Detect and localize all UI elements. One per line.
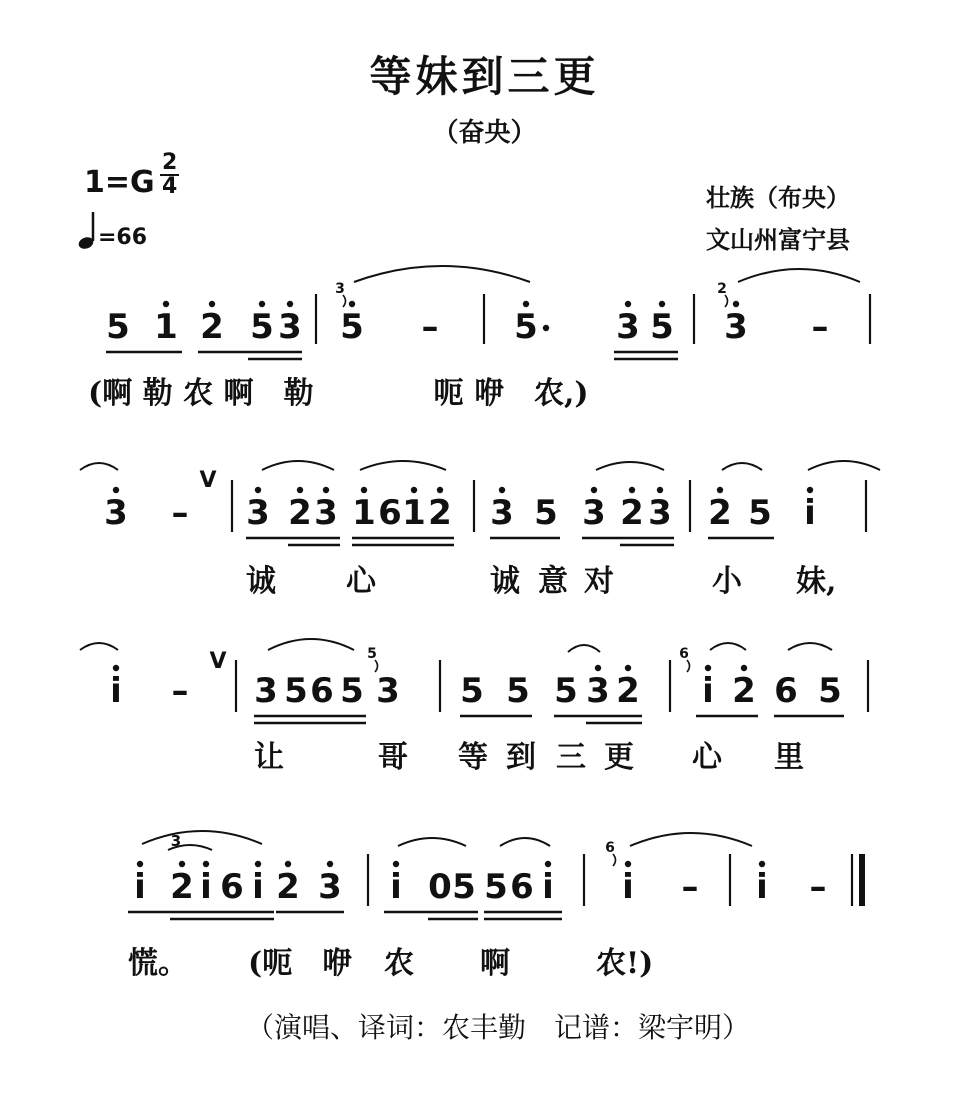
octave-dot (137, 861, 143, 867)
jianpu-note: 5 (340, 307, 364, 347)
lyric-syllable: 小 (712, 564, 742, 599)
jianpu-note: 2 (276, 867, 300, 907)
octave-dot (255, 487, 261, 493)
jianpu-note: 3 (376, 671, 400, 711)
slur (738, 269, 860, 282)
meter-top: 2 (162, 150, 178, 175)
octave-dot (523, 301, 529, 307)
octave-dot (741, 665, 747, 671)
octave-dot (629, 487, 635, 493)
jianpu-note: 5 (250, 307, 274, 347)
jianpu-note: i (542, 867, 554, 907)
lyric-syllable: (呃 (248, 946, 293, 981)
jianpu-note: 2 (620, 493, 644, 533)
octave-dot (705, 665, 711, 671)
grace-hook (343, 295, 346, 307)
song-subtitle: （奋央） (432, 118, 537, 148)
octave-dot (625, 861, 631, 867)
octave-dot (349, 301, 355, 307)
slur (268, 639, 354, 650)
dash-note: – (811, 307, 829, 347)
slur (398, 838, 466, 846)
lyric-syllable: 对 (584, 564, 614, 599)
lyric-syllable: 心 (346, 564, 376, 599)
lyric-syllable: 咿 (322, 946, 352, 981)
score-layer (80, 266, 880, 919)
jianpu-note: 5 (460, 671, 484, 711)
jianpu-note: 2 (616, 671, 640, 711)
jianpu-note: i (702, 671, 714, 711)
slur (722, 463, 762, 470)
octave-dot (297, 487, 303, 493)
jianpu-note: 5 (554, 671, 578, 711)
breath-mark: V (209, 649, 227, 674)
jianpu-note: 3 (586, 671, 610, 711)
jianpu-note: 1 (154, 307, 178, 347)
jianpu-note: 5 (506, 671, 530, 711)
jianpu-note: 5 (650, 307, 674, 347)
lyrics-line-1: (啊 勒 农 啊 勒 呃 咿 农,) (88, 376, 589, 411)
jianpu-note: 5 (452, 867, 476, 907)
slur (630, 833, 752, 846)
origin-ethnic: 壮族（布央） (706, 183, 850, 212)
jianpu-note: i (252, 867, 264, 907)
credits-line: （演唱、译词：农丰勤 记谱：梁宇明） (246, 1011, 751, 1044)
jianpu-note: 5 (284, 671, 308, 711)
octave-dot (807, 487, 813, 493)
octave-dot (259, 301, 265, 307)
jianpu-note: 5 (748, 493, 772, 533)
octave-dot (287, 301, 293, 307)
song-title: 等妹到三更 (369, 52, 600, 101)
jianpu-note: 3 (254, 671, 278, 711)
jianpu-note: 3 (616, 307, 640, 347)
octave-dot (659, 301, 665, 307)
slur (80, 463, 118, 470)
octave-dot (323, 487, 329, 493)
lyric-syllable: 等 (458, 740, 488, 775)
jianpu-note: 2 (170, 867, 194, 907)
lyric-syllable: 三 (556, 740, 586, 775)
jianpu-note: 0 (428, 867, 452, 907)
slur (142, 831, 262, 844)
jianpu-note: 5 (514, 307, 538, 347)
slur (788, 643, 832, 650)
slur (596, 462, 664, 470)
jianpu-note: i (622, 867, 634, 907)
jianpu-note: i (134, 867, 146, 907)
lyric-syllable: 心 (692, 740, 722, 775)
lyric-syllable: 意 (538, 564, 568, 599)
jianpu-note: 1 (402, 493, 426, 533)
jianpu-note: 3 (648, 493, 672, 533)
jianpu-note: 5 (534, 493, 558, 533)
jianpu-note: 3 (278, 307, 302, 347)
octave-dot (437, 487, 443, 493)
grace-hook (613, 854, 616, 866)
lyric-syllable: 啊 (480, 946, 510, 981)
octave-dot (717, 487, 723, 493)
jianpu-note: 5 (484, 867, 508, 907)
jianpu-note: 5 (818, 671, 842, 711)
origin-region: 文山州富宁县 (706, 225, 850, 254)
jianpu-note: 2 (428, 493, 452, 533)
dash-note: – (171, 493, 189, 533)
octave-dot (113, 665, 119, 671)
octave-dot (595, 665, 601, 671)
slur (710, 643, 746, 650)
jianpu-note: 6 (378, 493, 402, 533)
breath-mark: V (199, 468, 217, 493)
jianpu-note: 3 (318, 867, 342, 907)
grace-note: 6 (605, 840, 615, 856)
dash-note: – (809, 867, 827, 907)
lyric-syllable: 哥 (378, 740, 408, 775)
grace-hook (725, 295, 728, 307)
slur (360, 461, 446, 470)
octave-dot (327, 861, 333, 867)
octave-dot (163, 301, 169, 307)
grace-note: 6 (679, 646, 689, 662)
jianpu-note: 6 (774, 671, 798, 711)
grace-note: 3 (335, 281, 345, 297)
grace-hook (375, 660, 378, 672)
jianpu-note: 3 (246, 493, 270, 533)
slur (568, 645, 600, 652)
octave-dot (545, 861, 551, 867)
slur (262, 461, 334, 470)
tempo-value: =66 (98, 225, 148, 250)
octave-dot (255, 861, 261, 867)
octave-dot (113, 487, 119, 493)
dash-note: – (421, 307, 439, 347)
lyric-syllable: 让 (254, 740, 284, 775)
octave-dot (625, 301, 631, 307)
octave-dot (411, 487, 417, 493)
jianpu-note: 3 (314, 493, 338, 533)
jianpu-note: 2 (288, 493, 312, 533)
lyric-syllable: 慌。 (128, 946, 188, 981)
lyric-syllable: 里 (774, 740, 804, 775)
jianpu-note: 5 (106, 307, 130, 347)
octave-dot (733, 301, 739, 307)
jianpu-note: 3 (724, 307, 748, 347)
jianpu-note: 3 (104, 493, 128, 533)
grace-note: 2 (717, 281, 727, 297)
jianpu-note: 1 (352, 493, 376, 533)
octave-dot (393, 861, 399, 867)
jianpu-note: i (110, 671, 122, 711)
octave-dot (209, 301, 215, 307)
jianpu-note: i (200, 867, 212, 907)
key-signature: 1=G (84, 165, 155, 200)
jianpu-note: i (390, 867, 402, 907)
slur (80, 643, 118, 650)
lyric-syllable: 到 (506, 740, 536, 775)
octave-dot (759, 861, 765, 867)
slur (808, 461, 880, 470)
lyric-syllable: 更 (604, 740, 634, 775)
lyric-syllable: 诚 (246, 564, 276, 599)
jianpu-note: 5 (340, 671, 364, 711)
octave-dot (543, 325, 549, 331)
dash-note: – (171, 671, 189, 711)
lyric-syllable: 农 (384, 946, 414, 981)
jianpu-note: i (756, 867, 768, 907)
jianpu-note: i (804, 493, 816, 533)
lyric-syllable: 妹, (796, 564, 837, 599)
slur (500, 838, 550, 846)
lyric-syllable: 农!) (596, 946, 654, 981)
octave-dot (361, 487, 367, 493)
meter-bottom: 4 (162, 174, 178, 199)
jianpu-note: 3 (582, 493, 606, 533)
jianpu-note: 2 (200, 307, 224, 347)
lyric-syllable: 诚 (490, 564, 520, 599)
grace-note: 5 (367, 646, 377, 662)
octave-dot (625, 665, 631, 671)
jianpu-note: 6 (220, 867, 244, 907)
jianpu-note: 6 (310, 671, 334, 711)
jianpu-note: 2 (732, 671, 756, 711)
octave-dot (203, 861, 209, 867)
jianpu-note: 3 (490, 493, 514, 533)
octave-dot (179, 861, 185, 867)
tuplet-number: 3 (170, 832, 182, 850)
grace-hook (687, 660, 690, 672)
octave-dot (285, 861, 291, 867)
octave-dot (591, 487, 597, 493)
jianpu-note: 6 (510, 867, 534, 907)
slur (354, 266, 530, 282)
dash-note: – (681, 867, 699, 907)
octave-dot (499, 487, 505, 493)
octave-dot (657, 487, 663, 493)
jianpu-note: 2 (708, 493, 732, 533)
